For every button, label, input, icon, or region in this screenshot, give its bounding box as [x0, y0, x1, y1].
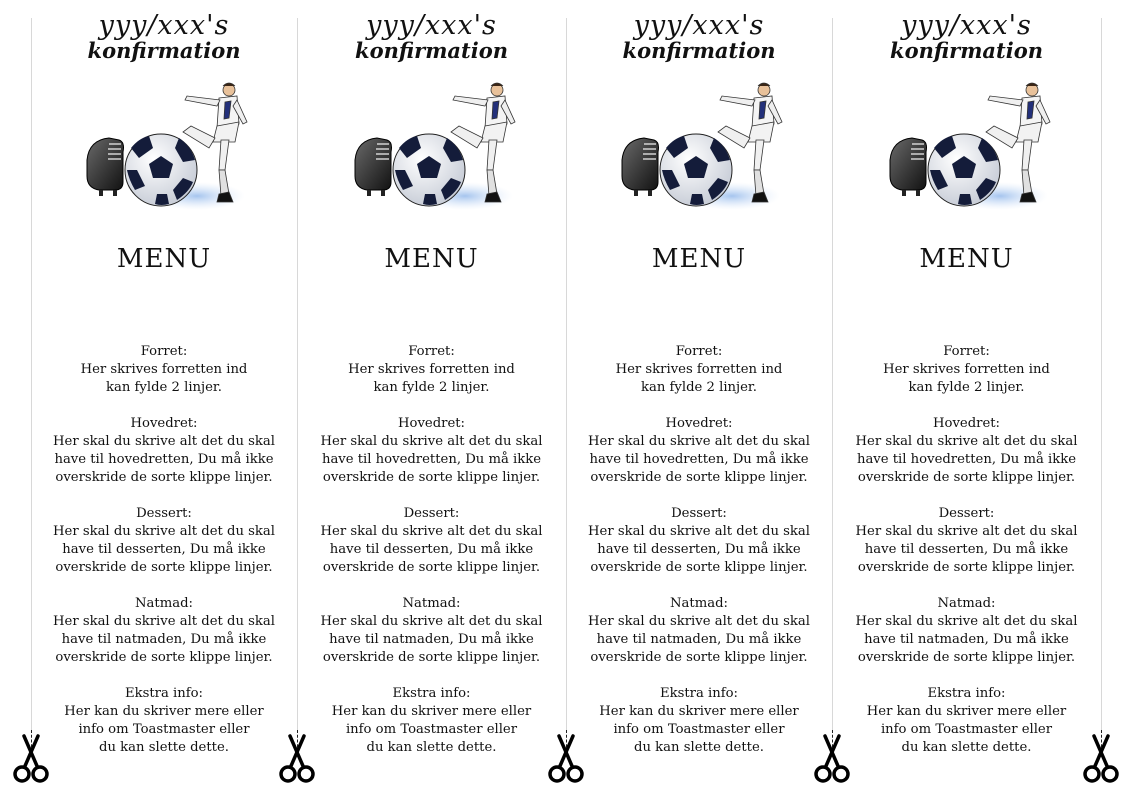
menu-card	[31, 0, 297, 804]
menu-section	[297, 343, 566, 397]
menu-section	[832, 505, 1101, 577]
section-line: Her skal du skrive alt det du skal	[320, 434, 543, 449]
section-line: Her skrives forretten ind	[615, 362, 783, 377]
section-heading: Natmad:	[402, 596, 461, 611]
soccer-player-illustration	[614, 78, 784, 218]
section-line: du kan slette dette.	[366, 740, 497, 755]
section-line: overskride de sorte klippe linjer.	[322, 470, 541, 485]
menu-heading: MENU	[384, 244, 479, 274]
card-title	[297, 12, 566, 62]
section-line: Her skal du skrive alt det du skal	[320, 614, 543, 629]
card-title	[832, 12, 1101, 62]
section-heading: Dessert:	[671, 506, 727, 521]
menu-section	[832, 595, 1101, 667]
section-heading: Ekstra info:	[124, 686, 204, 701]
section-heading: Hovedret:	[933, 416, 1000, 431]
menu-section	[31, 595, 297, 667]
menu-section	[566, 685, 832, 757]
section-line: Her skal du skrive alt det du skal	[588, 434, 810, 449]
menu-sections	[297, 343, 566, 775]
section-line: have til desserten, Du må ikke	[329, 542, 534, 557]
section-line: have til natmaden, Du må ikke	[329, 632, 534, 647]
section-heading: Hovedret:	[130, 416, 198, 431]
menu-sections	[566, 343, 832, 775]
title-line-1: yyy/xxx's	[633, 10, 765, 41]
section-heading: Hovedret:	[398, 416, 465, 431]
menu-section	[297, 685, 566, 757]
title-line-2: konfirmation	[87, 38, 241, 64]
section-heading: Dessert:	[136, 506, 192, 521]
soccer-player-illustration	[347, 78, 517, 218]
section-line: have til natmaden, Du må ikke	[61, 632, 267, 647]
menu-section	[297, 415, 566, 487]
soccer-player-illustration	[79, 78, 249, 218]
section-heading: Forret:	[140, 344, 188, 359]
section-line: Her kan du skriver mere eller	[64, 704, 264, 719]
section-heading: Forret:	[675, 344, 723, 359]
menu-card	[832, 0, 1101, 804]
title-line-2: konfirmation	[890, 38, 1043, 64]
cut-line-5	[1101, 18, 1102, 730]
section-line: info om Toastmaster eller	[78, 722, 250, 737]
section-line: kan fylde 2 linjer.	[373, 380, 490, 395]
section-line: overskride de sorte klippe linjer.	[857, 650, 1076, 665]
menu-section	[31, 415, 297, 487]
section-heading: Forret:	[408, 344, 455, 359]
menu-section	[297, 505, 566, 577]
section-line: overskride de sorte klippe linjer.	[590, 470, 808, 485]
section-line: overskride de sorte klippe linjer.	[590, 560, 808, 575]
section-line: have til hovedretten, Du må ikke	[54, 452, 274, 467]
section-heading: Dessert:	[938, 506, 995, 521]
section-heading: Ekstra info:	[927, 686, 1006, 701]
section-line: overskride de sorte klippe linjer.	[857, 560, 1076, 575]
section-line: du kan slette dette.	[99, 740, 229, 755]
section-line: info om Toastmaster eller	[880, 722, 1053, 737]
section-heading: Ekstra info:	[392, 686, 471, 701]
section-line: kan fylde 2 linjer.	[641, 380, 757, 395]
section-line: have til hovedretten, Du må ikke	[856, 452, 1077, 467]
section-line: overskride de sorte klippe linjer.	[857, 470, 1076, 485]
section-line: Her skal du skrive alt det du skal	[855, 434, 1078, 449]
menu-section	[31, 505, 297, 577]
section-line: du kan slette dette.	[634, 740, 764, 755]
soccer-player-illustration	[882, 78, 1052, 218]
section-heading: Ekstra info:	[659, 686, 739, 701]
menu-heading: MENU	[116, 244, 212, 274]
card-title	[566, 12, 832, 62]
section-line: have til desserten, Du må ikke	[864, 542, 1069, 557]
section-line: have til desserten, Du må ikke	[62, 542, 266, 557]
section-heading: Dessert:	[403, 506, 460, 521]
section-line: kan fylde 2 linjer.	[106, 380, 222, 395]
section-line: Her skrives forretten ind	[80, 362, 248, 377]
menu-section	[566, 343, 832, 397]
section-line: overskride de sorte klippe linjer.	[55, 560, 273, 575]
menu-section	[566, 415, 832, 487]
section-heading: Hovedret:	[665, 416, 733, 431]
section-line: overskride de sorte klippe linjer.	[55, 470, 273, 485]
section-heading: Natmad:	[670, 596, 728, 611]
title-line-1: yyy/xxx's	[901, 10, 1032, 41]
section-line: Her skal du skrive alt det du skal	[320, 524, 543, 539]
section-line: Her skrives forretten ind	[348, 362, 515, 377]
menu-sections	[31, 343, 297, 775]
menu-section	[832, 343, 1101, 397]
section-line: info om Toastmaster eller	[613, 722, 785, 737]
section-line: Her skal du skrive alt det du skal	[53, 524, 275, 539]
section-heading: Natmad:	[135, 596, 193, 611]
card-title	[31, 12, 297, 62]
menu-section	[31, 685, 297, 757]
section-line: Her kan du skriver mere eller	[599, 704, 799, 719]
section-line: Her skal du skrive alt det du skal	[53, 434, 275, 449]
section-line: overskride de sorte klippe linjer.	[590, 650, 808, 665]
title-line-2: konfirmation	[622, 38, 776, 64]
section-line: overskride de sorte klippe linjer.	[322, 650, 541, 665]
section-line: Her kan du skriver mere eller	[331, 704, 532, 719]
menu-section	[832, 415, 1101, 487]
menu-section	[297, 595, 566, 667]
title-line-1: yyy/xxx's	[366, 10, 497, 41]
section-line: Her skrives forretten ind	[883, 362, 1050, 377]
section-line: have til hovedretten, Du må ikke	[321, 452, 542, 467]
menu-section	[832, 685, 1101, 757]
section-line: have til natmaden, Du må ikke	[864, 632, 1069, 647]
menu-section	[31, 343, 297, 397]
section-line: Her skal du skrive alt det du skal	[588, 614, 810, 629]
menu-heading: MENU	[651, 244, 747, 274]
section-line: overskride de sorte klippe linjer.	[322, 560, 541, 575]
menu-section	[566, 505, 832, 577]
section-line: have til hovedretten, Du må ikke	[589, 452, 809, 467]
menu-sections	[832, 343, 1101, 775]
menu-card	[297, 0, 566, 804]
section-line: Her kan du skriver mere eller	[866, 704, 1067, 719]
section-line: Her skal du skrive alt det du skal	[53, 614, 275, 629]
section-line: info om Toastmaster eller	[345, 722, 518, 737]
menu-card	[566, 0, 832, 804]
menu-section	[566, 595, 832, 667]
section-heading: Natmad:	[937, 596, 996, 611]
section-line: Her skal du skrive alt det du skal	[588, 524, 810, 539]
section-line: du kan slette dette.	[901, 740, 1032, 755]
title-line-2: konfirmation	[355, 38, 508, 64]
menu-heading: MENU	[919, 244, 1014, 274]
section-line: have til natmaden, Du må ikke	[596, 632, 802, 647]
title-line-1: yyy/xxx's	[98, 10, 230, 41]
section-line: kan fylde 2 linjer.	[908, 380, 1025, 395]
section-line: have til desserten, Du må ikke	[597, 542, 801, 557]
section-line: overskride de sorte klippe linjer.	[55, 650, 273, 665]
section-line: Her skal du skrive alt det du skal	[855, 614, 1078, 629]
section-heading: Forret:	[943, 344, 990, 359]
section-line: Her skal du skrive alt det du skal	[855, 524, 1078, 539]
